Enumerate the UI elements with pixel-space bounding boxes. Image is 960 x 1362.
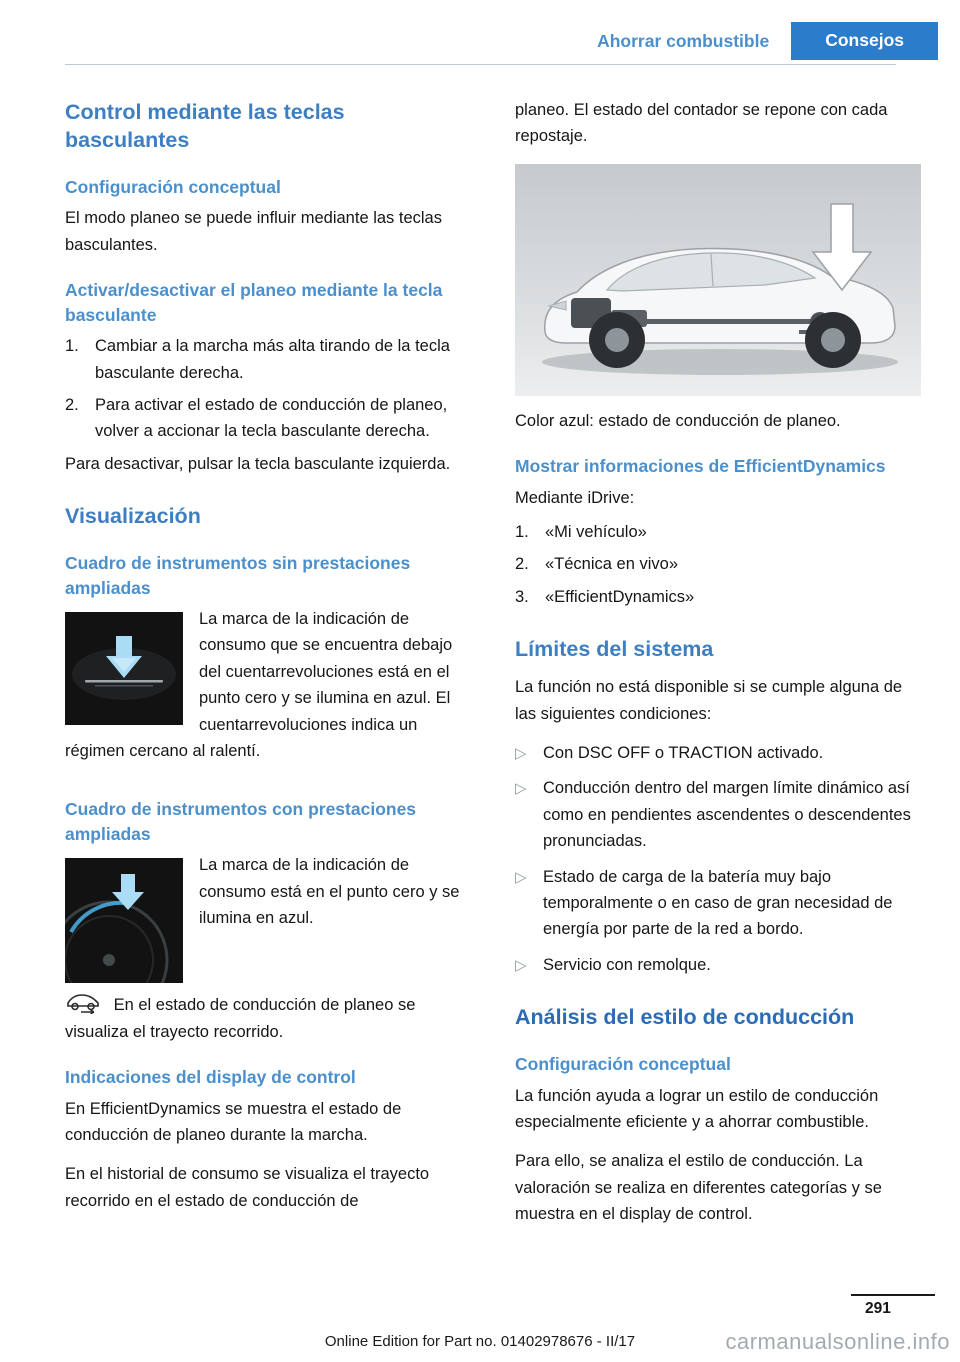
numbered-step (65, 333, 471, 386)
paragraph-continuation: planeo. El estado del contador se repone con cada repostaje. (515, 101, 888, 146)
step-text: «EfficientDynamics» (545, 587, 695, 606)
paragraph-display-1: En EfficientDynamics se muestra el estado de conducción de planeo durante la marcha. (65, 1099, 402, 1145)
step-text: «Técnica en vivo» (545, 555, 678, 574)
coasting-note (65, 991, 471, 1045)
heading-visualization: Visualización (65, 504, 201, 529)
step-number: 3. (515, 587, 529, 606)
page-header (0, 0, 960, 62)
numbered-step (515, 551, 921, 577)
heading-cluster-basic: Cuadro de instrumentos sin prestaciones ampliadas (65, 553, 411, 598)
right-column (515, 97, 921, 1240)
paragraph-concept-3: Para ello, se analiza el estilo de conducción. La valoración se realiza en diferentes categorías y se muestra en el display de control. (515, 1152, 882, 1224)
header-chapter-tab: Consejos (791, 22, 938, 60)
paragraph-idrive: Mediante iDrive: (515, 488, 635, 507)
edition-note: Online Edition for Part no. 01402978676 - II/17 (324, 1333, 636, 1350)
triangle-bullet-icon: ▷ (515, 956, 527, 974)
heading-show-efficientdynamics: Mostrar informaciones de EfficientDynamics (515, 456, 886, 477)
triangle-bullet-icon: ▷ (515, 780, 527, 798)
bullet-item (515, 740, 921, 766)
content-columns (0, 65, 960, 1240)
watermark: carmanualsonline.info (719, 1329, 950, 1355)
coasting-icon (65, 991, 101, 1014)
bullet-item (515, 952, 921, 978)
paragraph-display-2: En el historial de consumo se visualiza el trayecto recorrido en el estado de conducción de (65, 1165, 430, 1210)
bullet-text: Servicio con remolque. (543, 955, 711, 974)
paragraph-limits: La función no está disponible si se cumple alguna de las siguientes condiciones: (515, 678, 903, 723)
car-drivetrain-illustration (515, 164, 921, 396)
page-number: 291 (865, 1300, 891, 1317)
paragraph-deactivate: Para desactivar, pulsar la tecla basculante izquierda. (65, 454, 451, 473)
numbered-step (515, 584, 921, 610)
triangle-bullet-icon: ▷ (515, 744, 527, 762)
paragraph-cluster-basic: La marca de la indicación de consumo que se encuentra debajo del cuentarrevoluciones está en el punto cero y se ilumina en azul. El cuentarrevoluciones indica un régimen cercano al ralentí. (65, 610, 453, 760)
coasting-text: En el estado de conducción de planeo se visualiza el trayecto recorrido. (65, 996, 416, 1041)
heading-control-display: Indicaciones del display de control (65, 1067, 356, 1088)
bullet-item (515, 864, 921, 943)
triangle-bullet-icon: ▷ (515, 868, 527, 886)
left-column (65, 97, 471, 1240)
heading-activate-coasting: Activar/desactivar el planeo mediante la tecla basculante (65, 280, 443, 325)
paragraph-concept: El modo planeo se puede influir mediante las teclas basculantes. (65, 209, 442, 254)
heading-driving-style-analysis: Análisis del estilo de conducción (515, 1005, 855, 1030)
coasting-drivetrain-image (515, 164, 921, 396)
page-number-block (851, 1294, 935, 1318)
dial-arrow-icon (65, 858, 183, 983)
bullet-text: Estado de carga de la batería muy bajo temporalmente o en caso de gran necesidad de energía por parte de la red a bordo. (543, 867, 893, 939)
figure-paragraph-extended (65, 852, 471, 987)
paragraph-concept-2: La función ayuda a lograr un estilo de conducción especialmente eficiente y a ahorrar combustible. (515, 1086, 879, 1131)
step-number: 1. (515, 523, 529, 542)
heading-rocker-switch-control: Control mediante las teclas basculantes (65, 100, 345, 152)
bullet-text: Conducción dentro del margen límite dinámico así como en pendientes ascendentes o descendentes pronunciadas. (543, 779, 911, 851)
numbered-step (515, 519, 921, 545)
instrument-cluster-basic-image (65, 612, 183, 725)
heading-system-limits: Límites del sistema (515, 637, 714, 662)
image-caption: Color azul: estado de conducción de planeo. (515, 411, 841, 430)
step-text: Cambiar a la marcha más alta tirando de la tecla basculante derecha. (95, 337, 450, 382)
bullet-item (515, 775, 921, 854)
header-section-label: Ahorrar combustible (597, 30, 770, 51)
step-text: «Mi vehículo» (545, 523, 647, 542)
heading-cluster-extended: Cuadro de instrumentos con prestaciones ampliadas (65, 799, 417, 844)
numbered-step (65, 392, 471, 445)
instrument-cluster-extended-image (65, 858, 183, 983)
step-number: 2. (65, 395, 79, 414)
step-number: 2. (515, 555, 529, 574)
bullet-text: Con DSC OFF o TRACTION activado. (543, 743, 824, 762)
heading-concept: Configuración conceptual (65, 176, 281, 197)
figure-paragraph-basic (65, 606, 471, 777)
gauge-arrow-icon (65, 612, 183, 725)
step-number: 1. (65, 337, 79, 356)
paragraph-cluster-extended: La marca de la indicación de consumo está en el punto cero y se ilumina en azul. (199, 856, 460, 928)
heading-concept-2: Configuración conceptual (515, 1054, 731, 1075)
step-text: Para activar el estado de conducción de planeo, volver a accionar la tecla basculante derecha. (95, 395, 448, 441)
